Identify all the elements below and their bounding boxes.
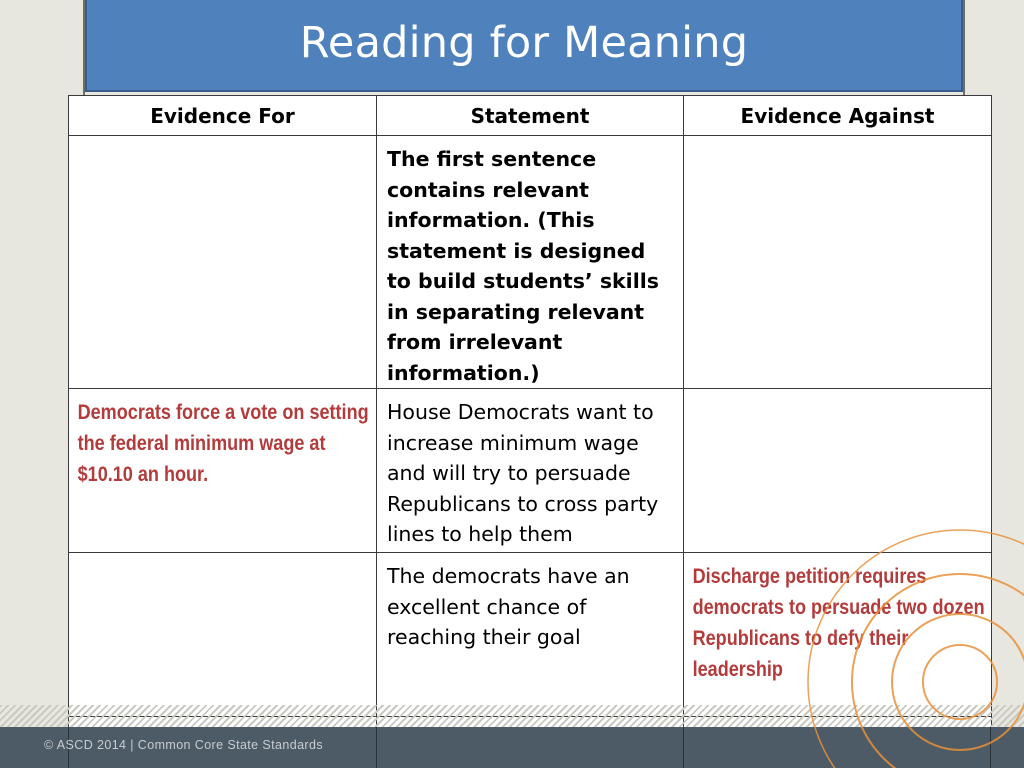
evidence-against-text: Discharge petition requires democrats to persuade two dozen Republicans to defy their leadership: [692, 565, 985, 681]
evidence-for-text: Democrats force a vote on setting the federal minimum wage at $10.10 an hour.: [77, 401, 369, 486]
evidence-for-text: [69, 136, 387, 144]
statement-cell: [377, 136, 684, 389]
table-line: [683, 727, 684, 768]
header-statement: Statement: [377, 96, 684, 136]
footer-hatch: [0, 705, 1024, 729]
evidence-against-text: [684, 136, 1002, 144]
title-banner: [85, 0, 963, 92]
evidence-against-cell: [684, 136, 992, 389]
evidence-for-cell: [69, 136, 377, 389]
reading-table: [68, 95, 992, 768]
statement-cell: [377, 389, 684, 553]
statement-cell: [377, 553, 684, 717]
table-row: [69, 553, 992, 717]
header-row: [69, 96, 992, 136]
table-row: [69, 389, 992, 553]
evidence-for-cell: [69, 389, 377, 553]
slide-title: Reading for Meaning: [299, 18, 749, 68]
evidence-for-text: [69, 553, 387, 561]
evidence-against-text: [684, 389, 1002, 397]
right-rule: [963, 0, 965, 96]
table-line: [990, 727, 991, 768]
header-evidence-against: Evidence Against: [684, 96, 992, 136]
table-line: [376, 727, 377, 768]
statement-text: The democrats have an excellent chance of reaching their goal: [387, 564, 630, 649]
table-row: [69, 136, 992, 389]
evidence-against-cell: [684, 553, 992, 717]
footer-copyright: © ASCD 2014 | Common Core State Standards: [44, 738, 323, 752]
statement-text: The first sentence contains relevant information. (This statement is designed to build students’ skills in separating relevant from irrelevant information.): [387, 147, 659, 385]
header-evidence-for: Evidence For: [69, 96, 377, 136]
statement-text: House Democrats want to increase minimum wage and will try to persuade Republicans to cross party lines to help them: [387, 400, 659, 546]
evidence-for-cell: [69, 553, 377, 717]
evidence-against-cell: [684, 389, 992, 553]
